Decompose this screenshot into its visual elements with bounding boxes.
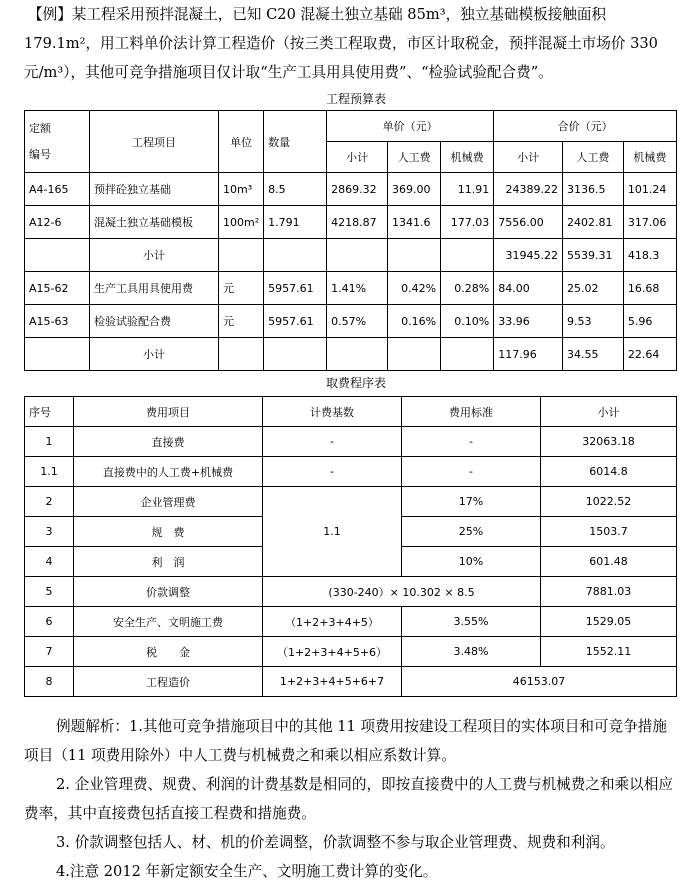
total-labor-header: 人工费	[562, 142, 623, 173]
intro-paragraph: 【例】某工程采用预拌混凝土，已知 C20 混凝土独立基础 85m³，独立基础模板接触面积 179.1m²，用工料单价法计算工程造价（按三类工程取费，市区计取税金，预拌混凝土市场价 330 元/m³），其他可竞争措施项目仅计取“生产工具用具使用费”、“检验试验配合费”。	[24, 6, 658, 81]
cell-qty: 5957.61	[264, 305, 327, 338]
cell-unit-subtotal: 0.57%	[327, 305, 388, 338]
rate-header: 费用标准	[402, 397, 541, 427]
cell-unit: 元	[219, 305, 264, 338]
cell-total-subtotal: 84.00	[494, 272, 563, 305]
cell-total-labor: 2402.81	[562, 206, 623, 239]
cell-unit-machine: 0.28%	[441, 272, 494, 305]
budget-table	[24, 110, 677, 371]
cell-total-machine: 101.24	[623, 173, 676, 206]
cell-unit-labor: 1341.6	[388, 206, 441, 239]
cell-subtotal: 601.48	[541, 547, 677, 577]
cell-unit-subtotal	[327, 239, 388, 272]
cell-unit-labor: 0.16%	[388, 305, 441, 338]
fee-table	[24, 396, 677, 697]
cell-subtotal: 1022.52	[541, 487, 677, 517]
cell-unit: 元	[219, 272, 264, 305]
cell-item: 预拌砼独立基础	[90, 173, 219, 206]
cell-no: 6	[25, 607, 74, 637]
cell-unit-machine: 11.91	[441, 173, 494, 206]
base-header: 计费基数	[263, 397, 402, 427]
analysis-notes	[24, 712, 680, 886]
cell-unit-machine: 177.03	[441, 206, 494, 239]
cell-no: 5	[25, 577, 74, 607]
cell-rate: 3.48%	[402, 637, 541, 667]
total-subtotal-header: 小计	[494, 142, 563, 173]
cell-total-subtotal: 31945.22	[494, 239, 563, 272]
table-row	[25, 206, 677, 239]
cell-total-labor: 3136.5	[562, 173, 623, 206]
cell-total-machine: 418.3	[623, 239, 676, 272]
qty-header: 数量	[264, 111, 327, 173]
cell-item: 价款调整	[74, 577, 263, 607]
cell-no: 3	[25, 517, 74, 547]
budget-header-row	[25, 111, 677, 142]
note-1: 例题解析：1.其他可竞争措施项目中的其他 11 项费用按建设工程项目的实体项目和可竞争措施项目（11 项费用除外）中人工费与机械费之和乘以相应系数计算。	[24, 718, 667, 764]
cell-subtotal: 1529.05	[541, 607, 677, 637]
cell-no: 1.1	[25, 457, 74, 487]
cell-unit-machine: 0.10%	[441, 305, 494, 338]
cell-unit	[219, 338, 264, 371]
cell-rate: 17%	[402, 487, 541, 517]
table-row	[25, 272, 677, 305]
total-row	[25, 667, 677, 697]
cell-unit-labor: 0.42%	[388, 272, 441, 305]
cell-rate: 10%	[402, 547, 541, 577]
cell-code: A4-165	[25, 173, 90, 206]
unit-subtotal-header: 小计	[327, 142, 388, 173]
code-header	[25, 111, 90, 173]
cell-subtotal: 6014.8	[541, 457, 677, 487]
note-3: 3. 价款调整包括人、材、机的价差调整，价款调整不参与取企业管理费、规费和利润。	[56, 834, 615, 851]
unit-machine-header: 机械费	[441, 142, 494, 173]
cell-unit-subtotal: 4218.87	[327, 206, 388, 239]
cell-rate: -	[402, 427, 541, 457]
cell-total-machine: 22.64	[623, 338, 676, 371]
cell-base-merged: 1.1	[263, 487, 402, 577]
cell-total-subtotal: 33.96	[494, 305, 563, 338]
code-header-line2: 编号	[29, 147, 51, 161]
cell-item: 生产工具用具使用费	[90, 272, 219, 305]
cell-item: 检验试验配合费	[90, 305, 219, 338]
total-price-header: 合价（元）	[494, 111, 677, 142]
cell-item: 企业管理费	[74, 487, 263, 517]
table-row	[25, 577, 677, 607]
cell-item: 规 费	[74, 517, 263, 547]
table-row	[25, 427, 677, 457]
cell-total-subtotal: 7556.00	[494, 206, 563, 239]
cell-total-machine: 16.68	[623, 272, 676, 305]
cell-unit: 100m²	[219, 206, 264, 239]
cell-item: 小计	[90, 239, 219, 272]
cell-total-subtotal: 24389.22	[494, 173, 563, 206]
cell-subtotal: 1503.7	[541, 517, 677, 547]
cell-base-rate-merged: (330-240）× 10.302 × 8.5	[263, 577, 541, 607]
table-row	[25, 305, 677, 338]
cell-base: （1+2+3+4+5）	[263, 607, 402, 637]
cell-item: 利 润	[74, 547, 263, 577]
fee-table-caption: 取费程序表	[326, 376, 387, 390]
fee-header-row	[25, 397, 677, 427]
no-header: 序号	[25, 397, 74, 427]
cell-total-labor: 9.53	[562, 305, 623, 338]
subtotal-row	[25, 338, 677, 371]
cell-code	[25, 338, 90, 371]
table-row	[25, 457, 677, 487]
cell-code	[25, 239, 90, 272]
cell-total-machine: 5.96	[623, 305, 676, 338]
cell-qty: 8.5	[264, 173, 327, 206]
unit-labor-header: 人工费	[388, 142, 441, 173]
cell-subtotal: 7881.03	[541, 577, 677, 607]
cell-total-labor: 5539.31	[562, 239, 623, 272]
cell-unit-labor	[388, 338, 441, 371]
cell-unit-subtotal	[327, 338, 388, 371]
cell-total-subtotal: 117.96	[494, 338, 563, 371]
cell-code: A15-62	[25, 272, 90, 305]
cell-rate: 3.55%	[402, 607, 541, 637]
cell-unit-labor: 369.00	[388, 173, 441, 206]
item-header: 费用项目	[74, 397, 263, 427]
cell-total-machine: 317.06	[623, 206, 676, 239]
cell-unit-subtotal: 1.41%	[327, 272, 388, 305]
cell-base: 1+2+3+4+5+6+7	[263, 667, 402, 697]
cell-unit-labor	[388, 239, 441, 272]
cell-item: 混凝土独立基础模板	[90, 206, 219, 239]
cell-subtotal: 1552.11	[541, 637, 677, 667]
cell-rate: 25%	[402, 517, 541, 547]
cell-base: -	[263, 457, 402, 487]
table-row	[25, 637, 677, 667]
cell-base: （1+2+3+4+5+6）	[263, 637, 402, 667]
cell-item: 直接费	[74, 427, 263, 457]
cell-item: 工程造价	[74, 667, 263, 697]
cell-total-labor: 25.02	[562, 272, 623, 305]
unit-price-header: 单价（元）	[327, 111, 494, 142]
cell-unit: 10m³	[219, 173, 264, 206]
cell-qty: 5957.61	[264, 272, 327, 305]
cell-unit-subtotal: 2869.32	[327, 173, 388, 206]
code-header-line1: 定额	[29, 121, 51, 135]
cell-qty: 1.791	[264, 206, 327, 239]
cell-unit-machine	[441, 338, 494, 371]
cell-subtotal: 32063.18	[541, 427, 677, 457]
cell-qty	[264, 338, 327, 371]
cell-total-labor: 34.55	[562, 338, 623, 371]
unit-header: 单位	[219, 111, 264, 173]
cell-total-merged: 46153.07	[402, 667, 677, 697]
cell-no: 1	[25, 427, 74, 457]
budget-table-caption: 工程预算表	[326, 92, 387, 106]
cell-code: A15-63	[25, 305, 90, 338]
subtotal-header: 小计	[541, 397, 677, 427]
cell-item: 安全生产、文明施工费	[74, 607, 263, 637]
item-header: 工程项目	[90, 111, 219, 173]
cell-unit-machine	[441, 239, 494, 272]
cell-no: 8	[25, 667, 74, 697]
table-row	[25, 487, 677, 517]
cell-base: -	[263, 427, 402, 457]
total-machine-header: 机械费	[623, 142, 676, 173]
cell-no: 2	[25, 487, 74, 517]
cell-no: 4	[25, 547, 74, 577]
cell-item: 直接费中的人工费+机械费	[74, 457, 263, 487]
note-2: 2. 企业管理费、规费、利润的计费基数是相同的，即按直接费中的人工费与机械费之和乘以相应费率，其中直接费包括直接工程费和措施费。	[24, 776, 673, 822]
cell-no: 7	[25, 637, 74, 667]
cell-code: A12-6	[25, 206, 90, 239]
cell-qty	[264, 239, 327, 272]
cell-unit	[219, 239, 264, 272]
table-row	[25, 173, 677, 206]
subtotal-row	[25, 239, 677, 272]
table-row	[25, 607, 677, 637]
cell-rate: -	[402, 457, 541, 487]
cell-item: 小计	[90, 338, 219, 371]
cell-item: 税 金	[74, 637, 263, 667]
note-4: 4.注意 2012 年新定额安全生产、文明施工费计算的变化。	[56, 863, 438, 880]
